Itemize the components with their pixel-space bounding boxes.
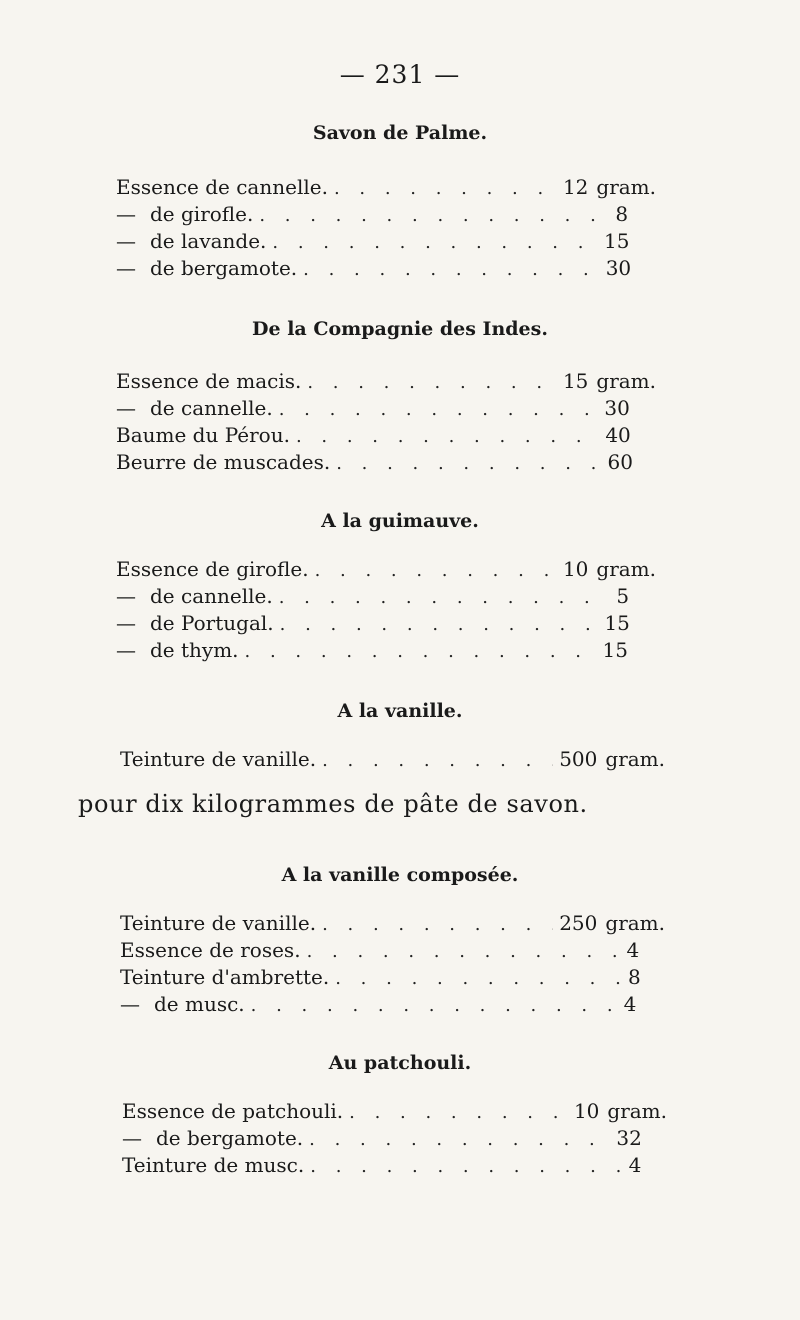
- leader-dots: [309, 1127, 610, 1153]
- ingredient-label: Beurre de muscades.: [116, 450, 331, 474]
- ingredient-row: [122, 1152, 667, 1178]
- leader-dots: [315, 558, 557, 584]
- ingredient-label: de thym.: [150, 638, 239, 662]
- ingredient-label: de girofle.: [150, 202, 254, 226]
- ingredient-row: [122, 1098, 667, 1124]
- section-title: A la vanille composée.: [281, 864, 519, 886]
- ingredient-label: de bergamote.: [156, 1126, 304, 1150]
- ingredient-row: [120, 937, 665, 963]
- ditto-dash: —: [122, 1126, 142, 1150]
- leader-dots: [279, 585, 611, 611]
- ingredient-quantity: 500: [559, 747, 598, 771]
- page-number: — 231 —: [339, 60, 461, 89]
- ingredient-unit: gram.: [605, 747, 665, 771]
- ingredient-quantity: 8: [627, 965, 641, 989]
- ingredient-row: [120, 991, 665, 1017]
- ingredient-row: [116, 174, 656, 200]
- section-title: Au patchouli.: [328, 1052, 472, 1074]
- ingredient-label: Essence de girofle.: [116, 557, 309, 581]
- ingredient-row: [116, 395, 656, 421]
- leader-dots: [272, 230, 598, 256]
- ingredient-quantity: 4: [623, 992, 637, 1016]
- ingredient-row: [120, 964, 665, 990]
- ingredient-label: Essence de macis.: [116, 369, 302, 393]
- quantity-note: pour dix kilogrammes de pâte de savon.: [78, 790, 588, 818]
- ingredient-row: [116, 368, 656, 394]
- ditto-dash: —: [120, 992, 140, 1016]
- section-title: De la Compagnie des Indes.: [252, 318, 548, 340]
- ingredient-unit: gram.: [605, 911, 665, 935]
- leader-dots: [279, 397, 599, 423]
- ingredient-row: [116, 637, 656, 663]
- leader-dots: [296, 424, 599, 450]
- ditto-dash: —: [116, 202, 136, 226]
- leader-dots: [259, 203, 609, 229]
- ingredient-quantity: 30: [605, 256, 632, 280]
- ingredient-label: de lavande.: [150, 229, 267, 253]
- ingredient-quantity: 32: [616, 1126, 642, 1150]
- section-title: A la guimauve.: [321, 510, 479, 532]
- ingredient-quantity: 5: [616, 584, 630, 608]
- ingredient-unit: gram.: [596, 369, 656, 393]
- leader-dots: [251, 993, 615, 1019]
- ditto-dash: —: [116, 584, 136, 608]
- ingredient-label: de Portugal.: [150, 611, 274, 635]
- leader-dots: [334, 176, 557, 202]
- ingredient-quantity: 4: [626, 938, 640, 962]
- ingredient-quantity: 15: [604, 611, 630, 635]
- ingredient-label: Teinture d'ambrette.: [120, 965, 330, 989]
- ingredient-quantity: 12: [562, 175, 589, 199]
- ingredient-quantity: 4: [628, 1153, 642, 1177]
- ditto-dash: —: [116, 256, 136, 280]
- ingredient-quantity: 60: [607, 450, 633, 474]
- ingredient-label: Essence de roses.: [120, 938, 301, 962]
- ingredient-unit: gram.: [596, 557, 656, 581]
- leader-dots: [322, 912, 553, 938]
- ingredient-row: [116, 449, 656, 475]
- ingredient-row: [120, 746, 665, 772]
- ingredient-row: [116, 610, 656, 636]
- leader-dots: [307, 370, 557, 396]
- ingredient-row: [120, 910, 665, 936]
- ingredient-label: Essence de cannelle.: [116, 175, 328, 199]
- ingredient-quantity: 10: [562, 557, 589, 581]
- ingredient-label: Essence de patchouli.: [122, 1099, 344, 1123]
- ditto-dash: —: [116, 638, 136, 662]
- leader-dots: [303, 257, 600, 283]
- leader-dots: [336, 451, 601, 477]
- ingredient-row: [116, 556, 656, 582]
- leader-dots: [310, 1154, 621, 1180]
- section-title: Savon de Palme.: [312, 122, 488, 144]
- section-title: A la vanille.: [337, 700, 463, 722]
- ingredient-label: Teinture de vanille.: [120, 747, 317, 771]
- ingredient-quantity: 40: [605, 423, 631, 447]
- ingredient-quantity: 15: [562, 369, 589, 393]
- ditto-dash: —: [116, 396, 136, 420]
- ingredient-quantity: 30: [604, 396, 630, 420]
- ingredient-label: Baume du Pérou.: [116, 423, 290, 447]
- ingredient-quantity: 15: [604, 229, 630, 253]
- ingredient-row: [116, 201, 656, 227]
- ingredient-label: de cannelle.: [150, 584, 273, 608]
- ditto-dash: —: [116, 611, 136, 635]
- ingredient-row: [116, 583, 656, 609]
- ditto-dash: —: [116, 229, 136, 253]
- ingredient-label: de musc.: [154, 992, 245, 1016]
- ingredient-quantity: 250: [559, 911, 598, 935]
- ingredient-label: Teinture de vanille.: [120, 911, 317, 935]
- ingredient-quantity: 15: [602, 638, 628, 662]
- ingredient-row: [122, 1125, 667, 1151]
- leader-dots: [307, 939, 620, 965]
- ingredient-row: [116, 228, 656, 254]
- ingredient-quantity: 8: [615, 202, 629, 226]
- leader-dots: [322, 748, 553, 774]
- ingredient-row: [116, 422, 656, 448]
- leader-dots: [245, 639, 597, 665]
- ingredient-unit: gram.: [607, 1099, 667, 1123]
- ingredient-label: de bergamote.: [150, 256, 298, 280]
- ingredient-quantity: 10: [573, 1099, 600, 1123]
- leader-dots: [280, 612, 599, 638]
- ingredient-unit: gram.: [596, 175, 656, 199]
- leader-dots: [335, 966, 622, 992]
- ingredient-label: Teinture de musc.: [122, 1153, 305, 1177]
- ingredient-label: de cannelle.: [150, 396, 273, 420]
- ingredient-row: [116, 255, 656, 281]
- leader-dots: [349, 1100, 568, 1126]
